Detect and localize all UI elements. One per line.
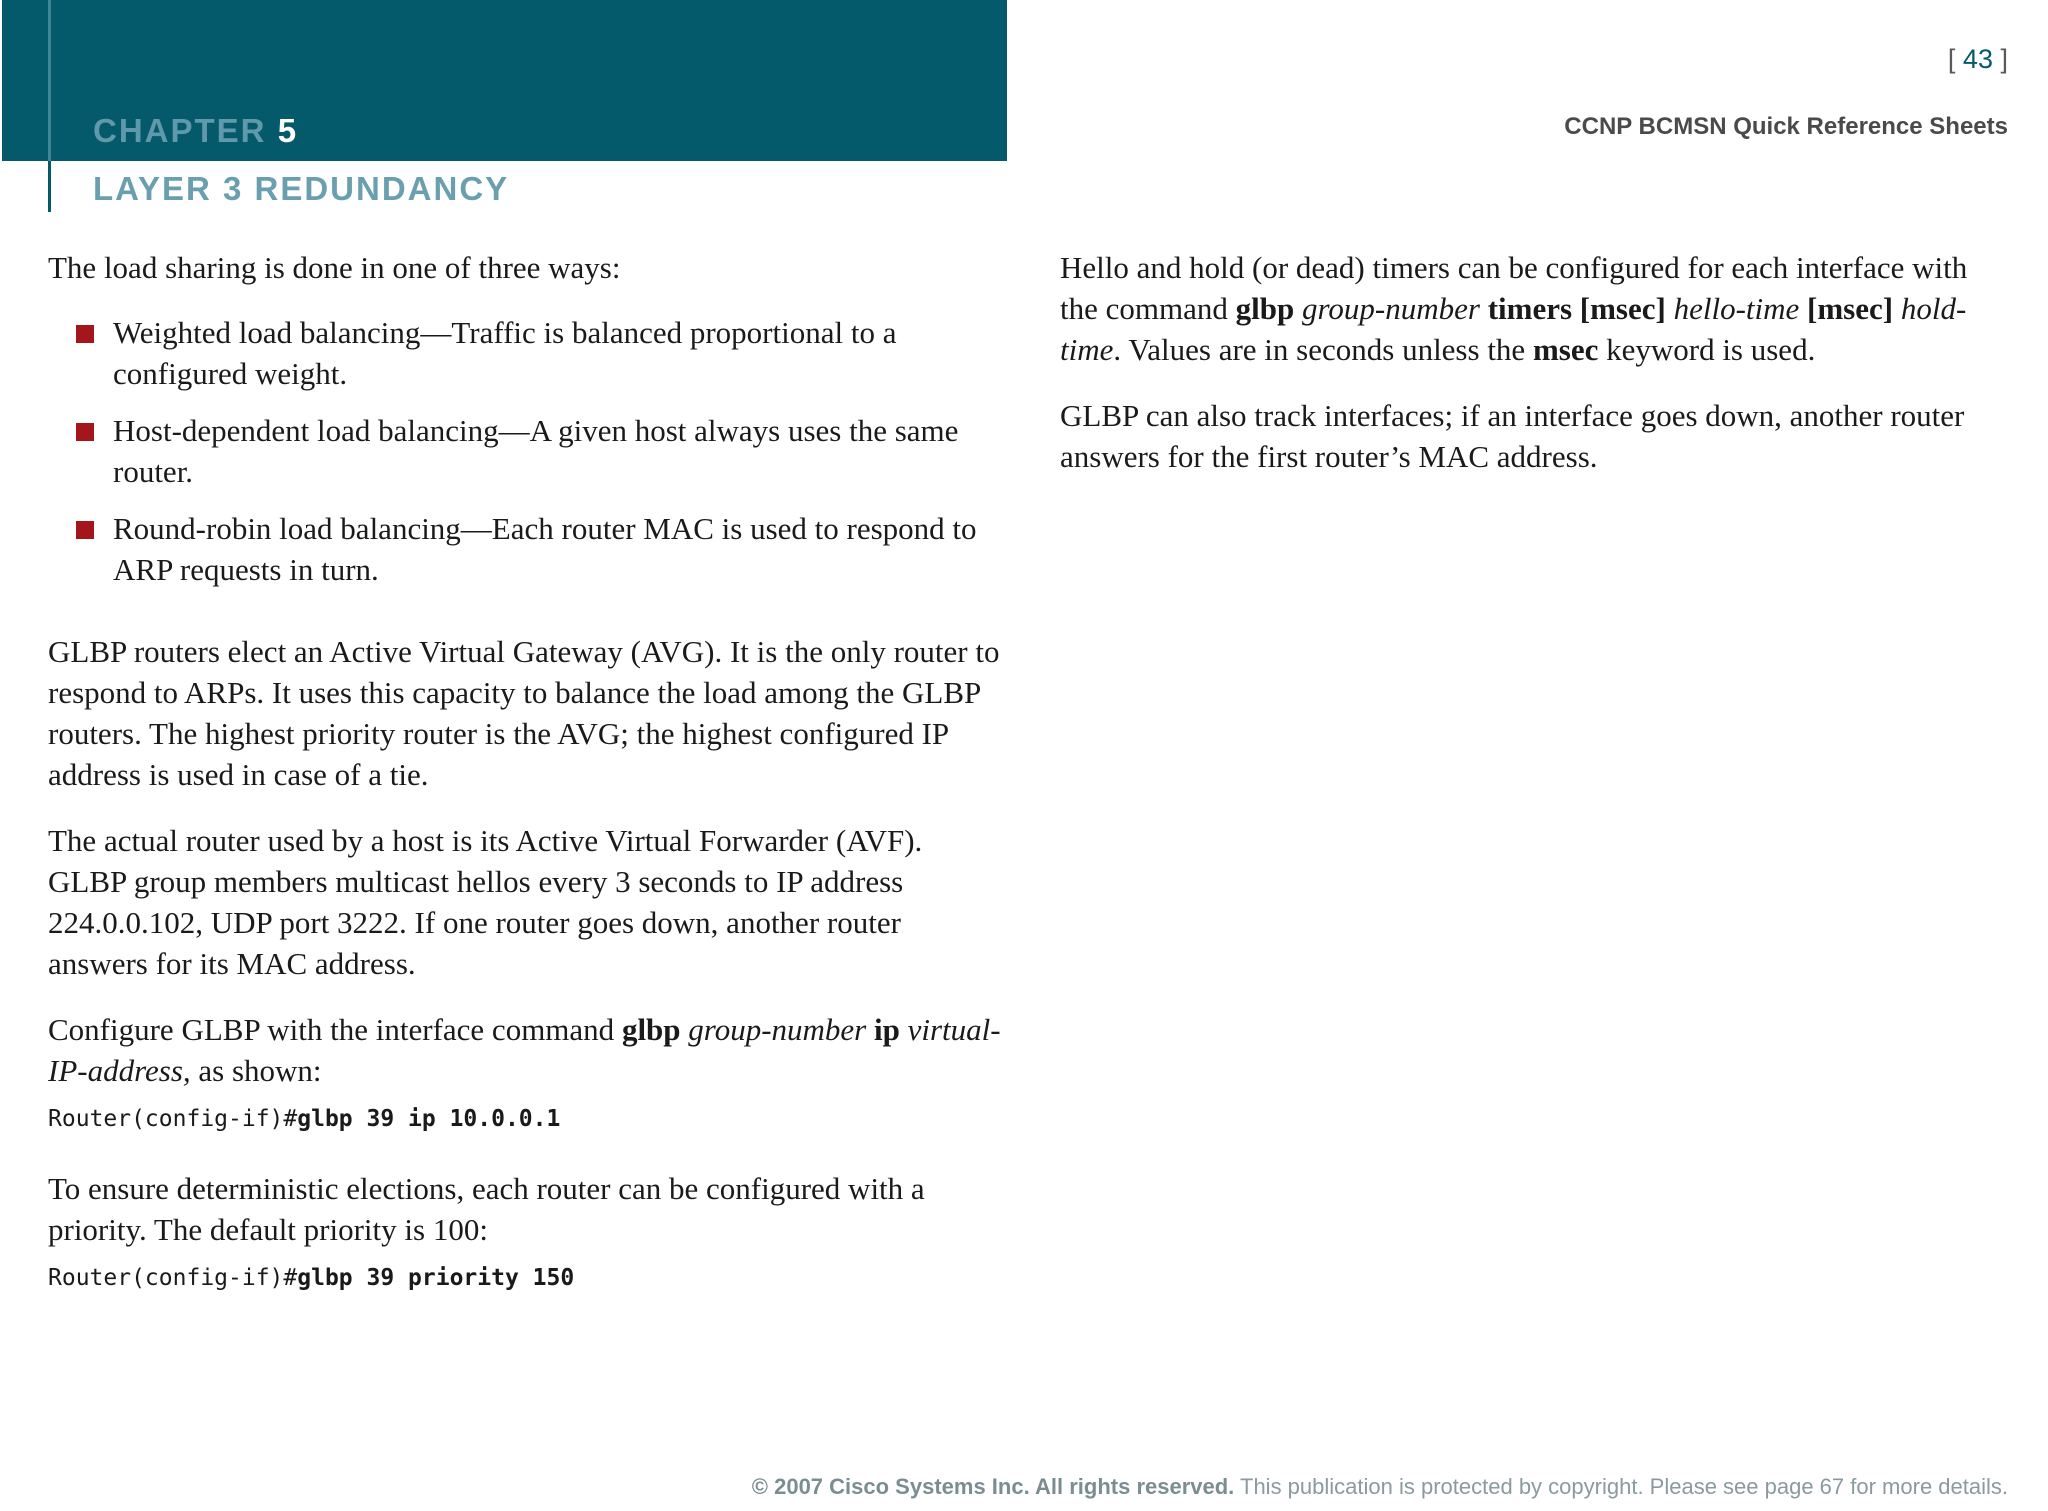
copyright-footer	[752, 1474, 2008, 1500]
chapter-rule-highlight	[48, 0, 51, 161]
list-item	[48, 312, 1003, 394]
copyright-details: This publication is protected by copyright. Please see page 67 for more details.	[1234, 1474, 2008, 1499]
command-argument: virtual-IP-address,	[48, 1012, 1001, 1088]
track-paragraph: GLBP can also track interfaces; if an interface goes down, another router answers for the first router’s MAC address.	[1060, 398, 1965, 474]
code-command: glbp 39 ip 10.0.0.1	[297, 1106, 561, 1132]
page-number-value: 43	[1962, 44, 1993, 74]
left-column	[48, 247, 1003, 1294]
chapter-label	[93, 112, 298, 150]
load-sharing-list	[48, 312, 1003, 590]
page-number	[1948, 44, 2008, 75]
code-example-priority	[48, 1262, 1003, 1294]
command-keyword: timers [msec]	[1487, 291, 1666, 326]
command-keyword: [msec]	[1807, 291, 1894, 326]
list-item-text: Round-robin load balancing—Each router MAC is used to respond to ARP requests in turn.	[113, 511, 977, 587]
command-keyword: ip	[874, 1012, 900, 1047]
config-paragraph	[48, 1009, 1003, 1091]
bullet-square-icon	[76, 521, 94, 539]
command-argument: hello-time	[1673, 291, 1800, 326]
chapter-number: 5	[277, 112, 299, 149]
avg-paragraph: GLBP routers elect an Active Virtual Gateway (AVG). It is the only router to respond to ARPs. It uses this capacity to balance the load among the GLBP routers. The highest priority router is the AVG; the highest configured IP address is used in case of a tie.	[48, 634, 1000, 792]
bullet-square-icon	[76, 423, 94, 441]
command-argument: group-number	[1301, 291, 1480, 326]
page-bracket-close: ]	[2000, 44, 2008, 74]
timers-text: . Values are in seconds unless the	[1113, 332, 1533, 367]
list-item	[48, 508, 1003, 590]
timers-paragraph	[1060, 247, 2010, 370]
command-argument: hold-time	[1060, 291, 1967, 367]
command-keyword: glbp	[1235, 291, 1295, 326]
command-keyword: msec	[1532, 332, 1599, 367]
load-sharing-intro: The load sharing is done in one of three ways:	[48, 250, 621, 285]
config-text: as shown:	[190, 1053, 322, 1088]
book-title: CCNP BCMSN Quick Reference Sheets	[1564, 113, 2008, 140]
code-example-ip	[48, 1103, 1003, 1135]
page-bracket-open: [	[1947, 44, 1956, 74]
chapter-word: CHAPTER	[93, 112, 267, 149]
list-item-text: Weighted load balancing—Traffic is balanced proportional to a configured weight.	[113, 315, 897, 391]
priority-paragraph: To ensure deterministic elections, each router can be configured with a priority. The default priority is 100:	[48, 1171, 925, 1247]
config-text: Configure GLBP with the interface command	[48, 1012, 622, 1047]
code-command: glbp 39 priority 150	[297, 1265, 575, 1291]
list-item-text: Host-dependent load balancing—A given host always uses the same router.	[113, 413, 959, 489]
bullet-square-icon	[76, 325, 94, 343]
command-argument: group-number	[688, 1012, 867, 1047]
right-column	[1060, 247, 2010, 477]
copyright-notice: © 2007 Cisco Systems Inc. All rights reserved.	[751, 1474, 1235, 1499]
code-prompt: Router(config-if)#	[48, 1265, 298, 1291]
section-title: LAYER 3 REDUNDANCY	[93, 170, 510, 207]
code-prompt: Router(config-if)#	[48, 1106, 298, 1132]
avf-paragraph: The actual router used by a host is its Active Virtual Forwarder (AVF). GLBP group members multicast hellos every 3 seconds to IP address 224.0.0.102, UDP port 3222. If one router goes down, another router answers for its MAC address.	[48, 823, 923, 981]
timers-text: keyword is used.	[1598, 332, 1816, 367]
command-keyword: glbp	[621, 1012, 681, 1047]
timers-text: Hello and hold (or dead) timers can be configured for each interface with the command	[1060, 250, 1968, 326]
list-item	[48, 410, 1003, 492]
